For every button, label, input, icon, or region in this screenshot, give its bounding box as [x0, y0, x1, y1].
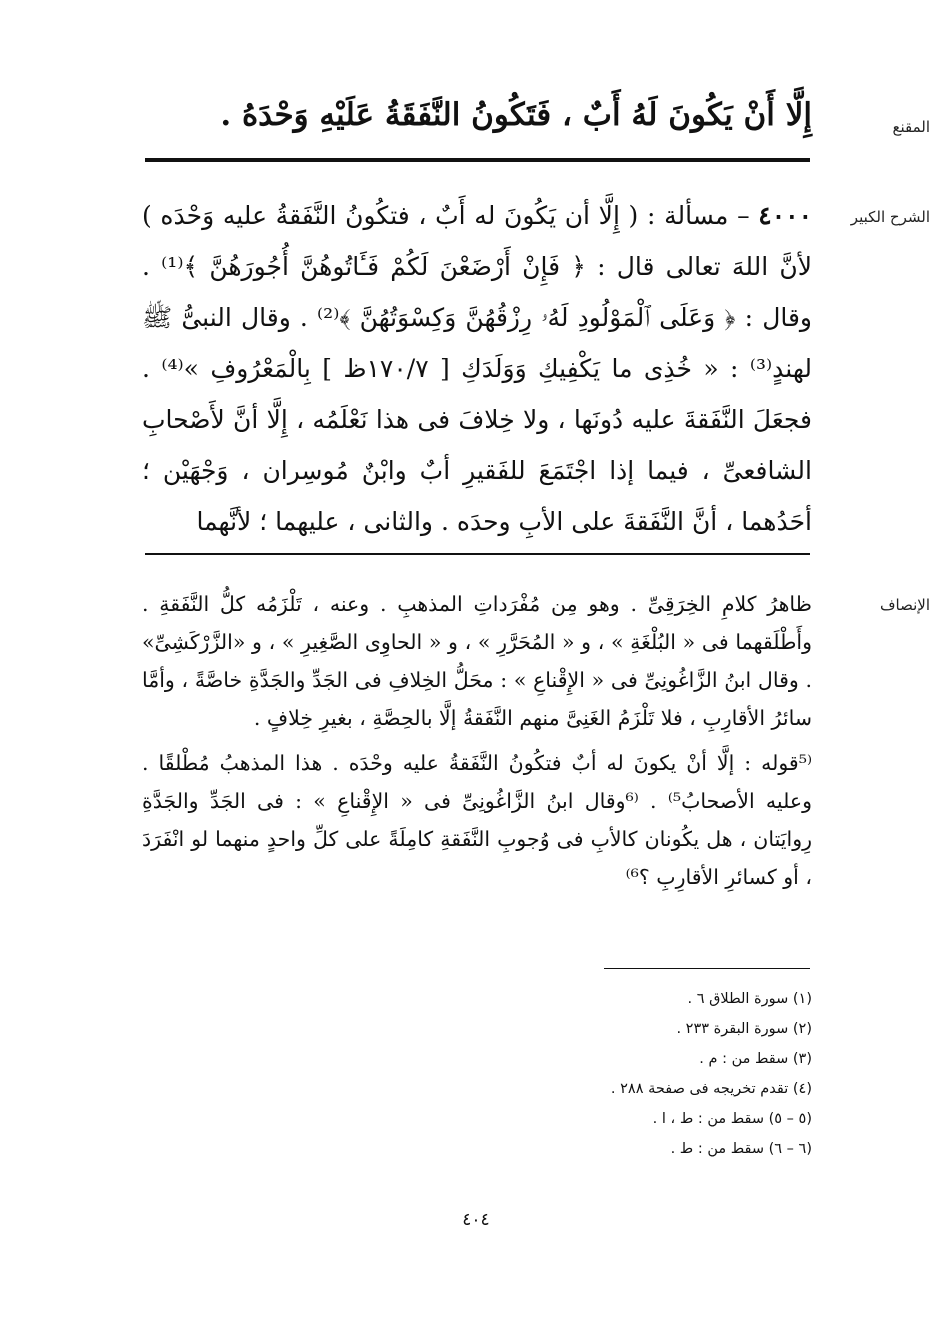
section-divider [145, 553, 810, 555]
insaf-paragraph-1: ظاهرُ كلامِ الخِرَقِىِّ . وهو مِن مُفْرَداتِ المذهبِ . وعنه ، تَلْزَمُه كلُّ النَّفَقةِ . وأَطْلَقهما فى « البُلْغَةِ » ، و « المُحَرَّرِ » ، و « الحاوِى الصَّغِيرِ » ، و «الزَّرْكَشِىِّ» . وقال ابنُ الزَّاغُونِىِّ فى « الإِقْناعِ » : محَلُّ الخِلافِ فى الجَدِّ والجَدَّةِ خاصَّةً ، وأمَّا سائرُ الأقارِبِ ، فلا تَلْزَمُ الغَنِىَّ منهم النَّفَقةُ إلَّا بالحِصَّةِ ، بغيرِ خِلافٍ . [142, 592, 812, 730]
footnote-item: (٢) سورة البقرة ٢٣٣ . [676, 1021, 812, 1037]
muqni-text-block [142, 92, 812, 138]
page-number: ٤٠٤ [462, 1210, 490, 1230]
footnote-separator [604, 968, 810, 969]
section-label-sharh: الشرح الكبير [850, 208, 930, 226]
section-label-insaf: الإنصاف [879, 596, 930, 614]
issue-number: ٤٠٠٠ [758, 201, 812, 230]
footnote-item: (٤) تقدم تخريجه فى صفحة ٢٨٨ . [610, 1081, 812, 1097]
muqni-text: إِلَّا أَنْ يَكُونَ لَهُ أَبٌ ، فَتَكُونُ النَّفَقَةُ عَلَيْهِ وَحْدَهُ . [220, 97, 812, 133]
sharh-paragraph [142, 190, 812, 547]
section-divider-thick [145, 158, 810, 162]
section-label-muqni: المقنع [892, 118, 930, 136]
footnote-item: (١) سورة الطلاق ٦ . [687, 991, 812, 1007]
footnote-item: (٥ – ٥) سقط من : ط ، ا . [652, 1111, 812, 1127]
footnote-item: (٦ – ٦) سقط من : ط . [670, 1141, 812, 1157]
footnotes [312, 984, 812, 1164]
insaf-paragraph-2: ⁽⁵قوله : إلَّا أنْ يكونَ له أبٌ فتكُونُ النَّفَقةُ عليه وحْدَه . هذا المذهبُ مُطْلقًا . وعليه الأصحابُ⁵⁾ . ⁽⁶وقال ابنُ الزَّاغُونِىِّ فى « الإِقْناعِ » : فى الجَدِّ والجَدَّةِ رِوايَتان ، هل يكُونان كالأبِ فى وُجوبِ النَّفَقةِ كامِلَةً على كلِّ واحدٍ منهما لو انْفَرَدَ ، أو كسائرِ الأقارِبِ ؟⁶⁾ [142, 751, 812, 889]
sharh-text-block [142, 190, 812, 547]
footnote-item: (٣) سقط من : م . [699, 1051, 812, 1067]
sharh-text: – مسألة : ( إِلَّا أن يَكُونَ له أَبٌ ، فتكُونُ النَّفَقةُ عليه وَحْدَه ) لأنَّ اللهَ تعالى قال : ﴿ فَإِنْ أَرْضَعْنَ لَكُمْ فَـَٔاتُوهُنَّ أُجُورَهُنَّ ﴾⁽¹⁾ . وقال : ﴿ وَعَلَى ٱلْمَوْلُودِ لَهُۥ رِزْقُهُنَّ وَكِسْوَتُهُنَّ ﴾⁽²⁾ . وقال النبىُّ ﷺ لهندٍ⁽³⁾ : « خُذِى ما يَكْفِيكِ وَوَلَدَكِ [ ١٧٠/٧ظ ] بِالْمَعْرُوفِ »⁽⁴⁾ . فجعَلَ النَّفَقةَ عليه دُونَها ، ولا خِلافَ فى هذا نَعْلَمُه ، إِلَّا أنَّ لأَصْحابِ الشافعىِّ ، فيما إذا اجْتَمَعَ للفَقيرِ أبٌ وابْنٌ مُوسِران ، وَجْهَيْن ؛ أحَدُهما ، أنَّ النَّفَقةَ على الأبِ وحدَه . والثانى ، عليهما ؛ لأنَّهما [142, 201, 812, 536]
insaf-text-block [142, 585, 812, 896]
